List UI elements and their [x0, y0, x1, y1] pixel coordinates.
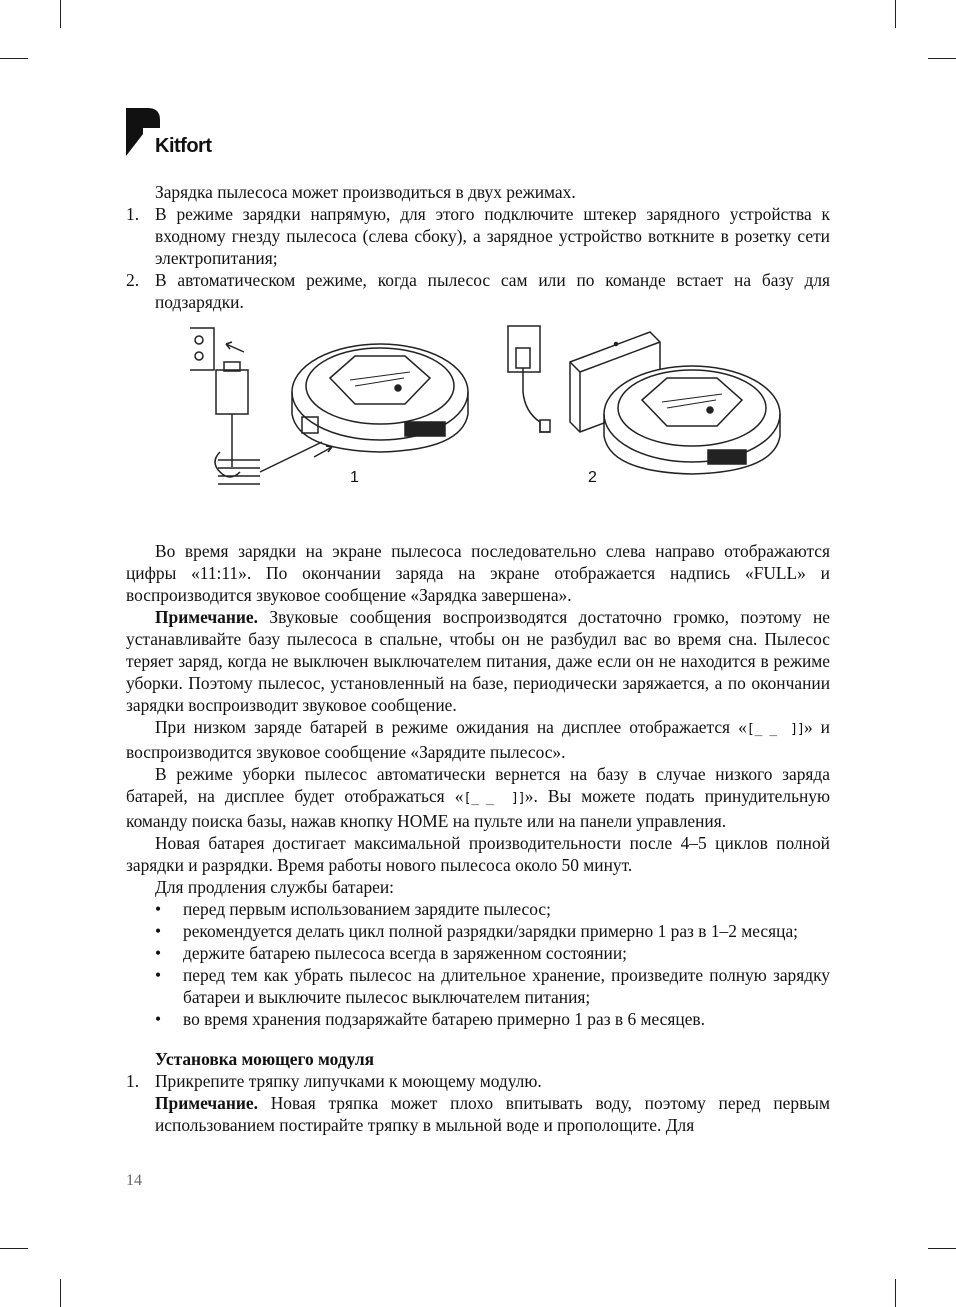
crop-mark: [60, 1279, 61, 1307]
crop-mark: [895, 1279, 896, 1307]
bullet: •: [155, 921, 162, 941]
list-item: [126, 964, 830, 1008]
brand-logo: [126, 108, 236, 160]
intro-paragraph: Зарядка пылесоса может производиться в двух режимах.: [155, 182, 576, 202]
brand-name: Kitfort: [155, 135, 212, 157]
crop-mark: [60, 0, 61, 28]
battery-tips-intro: Для продления службы батареи:: [155, 877, 395, 897]
paragraph-text: При низком заряде батарей в режиме ожидания на дисплее отображается «: [155, 717, 747, 737]
bullet: •: [155, 1009, 162, 1029]
list-text: В автоматическом режиме, когда пылесос сам или по команде встает на базу для подзарядки.: [155, 270, 830, 312]
low-battery-symbol: [̲ ̲ ]]: [463, 791, 525, 806]
note-text: Звуковые сообщения воспроизводятся достаточно громко, поэтому не устанавливайте базу пылесоса в спальне, чтобы он не разбудил вас во время сна. Пылесос теряет заряд, когда не выключен выключателем питания, даже если он не находится в режиме уборки. Поэтому пылесос, установленный на базе, периодически заряжается, а по окончании зарядки воспроизводит звуковое сообщение.: [126, 607, 830, 715]
paragraph-text: » и воспроизводится звуковое сообщение «Зарядите пылесос».: [126, 717, 830, 762]
charge-modes-list: [126, 203, 830, 313]
list-text: во время хранения подзаряжайте батарею примерно 1 раз в 6 месяцев.: [183, 1009, 705, 1029]
list-text: перед первым использованием зарядите пылесос;: [183, 899, 551, 919]
list-item: [126, 898, 830, 920]
list-number: 1.: [126, 204, 140, 224]
list-item: [126, 920, 830, 942]
low-battery-cleaning-paragraph: [126, 763, 830, 832]
install-steps-list: [126, 1070, 830, 1092]
crop-mark: [895, 0, 896, 28]
paragraph-text: В режиме уборки пылесос автоматически вернется на базу в случае низкого заряда батарей, на дисплее будет отображаться «: [126, 764, 830, 806]
note-label: Примечание.: [155, 1093, 258, 1113]
charging-paragraph: Во время зарядки на экране пылесоса последовательно слева направо отображаются цифры «11:11». По окончании заряда на экране отображается надпись «FULL» и воспроизводится звуковое сообщение «Зарядка завершена».: [126, 541, 830, 605]
list-number: 2.: [126, 270, 140, 290]
bullet: •: [155, 943, 162, 963]
list-number: 1.: [126, 1071, 140, 1091]
list-text: рекомендуется делать цикл полной разрядки/зарядки примерно 1 раз в 1–2 месяца;: [183, 921, 798, 941]
note-paragraph: [126, 606, 830, 716]
figure-label-1: 1: [350, 469, 359, 486]
list-text: перед тем как убрать пылесос на длительное хранение, произведите полную зарядку батареи и выключите пылесос выключателем питания;: [183, 965, 830, 1007]
note-label: Примечание.: [155, 607, 258, 627]
bullet: •: [155, 899, 162, 919]
list-item: [126, 269, 830, 313]
lower-text: [126, 540, 830, 1136]
crop-mark: [0, 1248, 28, 1249]
note-text: Новая тряпка может плохо впитывать воду, поэтому перед первым использованием постирайте тряпку в мыльной воде и прополощите. Для: [155, 1093, 830, 1135]
wall-outlet-icon: [508, 326, 550, 432]
battery-tips-list: [126, 898, 830, 1030]
robot-vacuum-icon: [292, 344, 468, 452]
list-item: [126, 942, 830, 964]
paragraph-text: ». Вы можете подать принудительную команду поиска базы, нажав кнопку HOME на пульте или на панели управления.: [126, 786, 830, 831]
list-text: держите батарею пылесоса всегда в заряженном состоянии;: [183, 943, 627, 963]
charging-cable: [260, 442, 322, 472]
arrow-icon: [226, 342, 244, 352]
crop-mark: [0, 58, 28, 59]
upper-text: [126, 181, 830, 313]
robot-vacuum-icon: [604, 366, 780, 474]
arrow-icon: [314, 446, 332, 457]
charging-illustration: [190, 322, 790, 502]
wall-outlet-icon: [190, 328, 214, 370]
figure-label-2: 2: [588, 469, 597, 486]
low-battery-standby-paragraph: [126, 716, 830, 763]
note-paragraph: [126, 1092, 830, 1136]
low-battery-symbol: [̲ ̲ ]]: [746, 722, 804, 737]
crop-mark: [928, 58, 956, 59]
charger-adapter-icon: [215, 362, 260, 484]
list-text: Прикрепите тряпку липучками к моющему модулю.: [155, 1071, 542, 1091]
bullet: •: [155, 965, 162, 985]
list-text: В режиме зарядки напрямую, для этого подключите штекер зарядного устройства к входному гнезду пылесоса (слева сбоку), а зарядное устройство воткните в розетку сети электропитания;: [155, 204, 830, 268]
new-battery-paragraph: Новая батарея достигает максимальной производительности после 4–5 циклов полной зарядки и разрядки. Время работы нового пылесоса около 50 минут.: [126, 833, 830, 875]
list-item: [126, 1008, 830, 1030]
page-number: 14: [126, 1172, 142, 1189]
section-heading: Установка моющего модуля: [155, 1049, 375, 1069]
crop-mark: [928, 1248, 956, 1249]
list-item: [126, 1070, 830, 1092]
list-item: [126, 203, 830, 269]
